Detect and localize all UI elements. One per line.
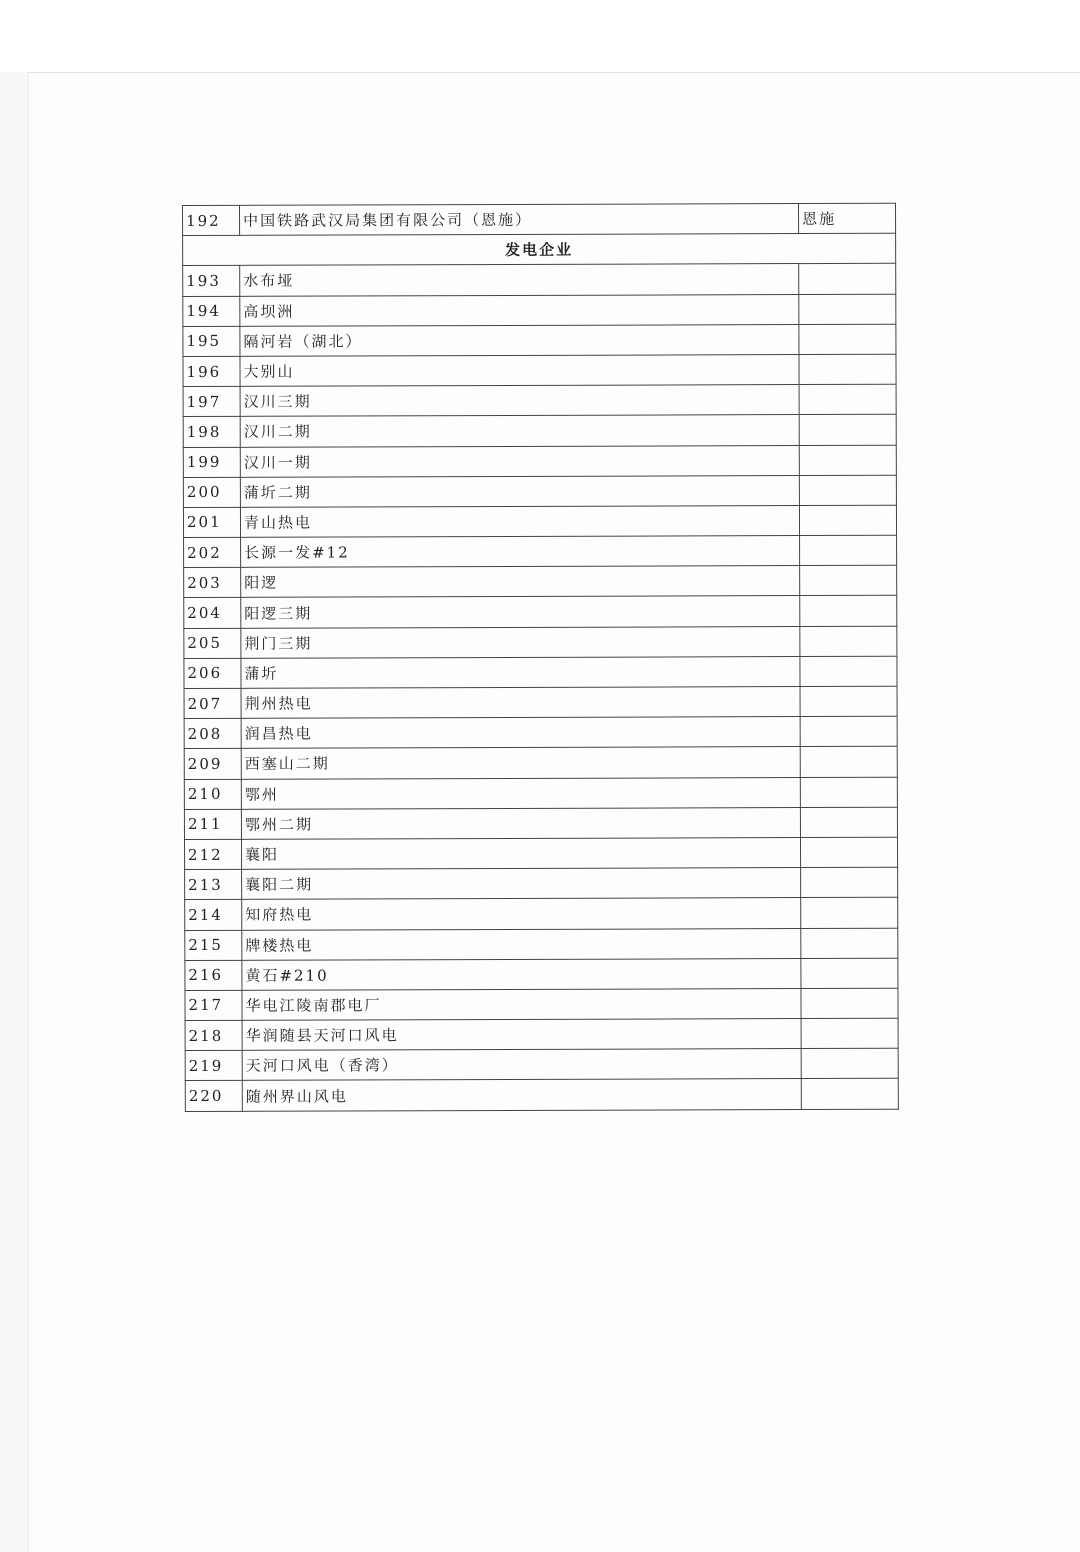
table-row [184, 596, 897, 628]
region-cell [800, 535, 897, 565]
row-number: 194 [183, 296, 240, 326]
enterprise-name: 大别山 [240, 354, 799, 386]
row-number: 220 [185, 1081, 242, 1111]
region-cell [800, 626, 897, 656]
region-cell [801, 867, 898, 897]
table-row [185, 1079, 898, 1111]
region-cell: 恩施 [798, 203, 895, 233]
row-number: 198 [183, 417, 240, 447]
row-number: 213 [185, 869, 242, 899]
region-cell [799, 415, 896, 445]
table-row [184, 566, 897, 598]
enterprise-name: 青山热电 [240, 505, 799, 537]
table-row [184, 626, 897, 658]
table-row [183, 294, 896, 326]
region-cell [801, 1018, 898, 1048]
table-row [183, 264, 896, 296]
table-row [183, 505, 896, 537]
region-cell [800, 837, 897, 867]
scan-background-top [0, 0, 1080, 72]
enterprise-name: 知府热电 [242, 898, 801, 930]
table-row [185, 988, 898, 1020]
table-row [184, 716, 897, 748]
region-cell [800, 686, 897, 716]
row-number: 199 [183, 447, 240, 477]
row-number: 216 [185, 960, 242, 990]
region-cell [800, 747, 897, 777]
region-cell [799, 354, 896, 384]
row-number: 206 [184, 658, 241, 688]
row-number: 209 [184, 749, 241, 779]
enterprise-name: 鄂州二期 [241, 807, 800, 839]
row-number: 210 [184, 779, 241, 809]
table-row [184, 656, 897, 688]
enterprise-name: 长源一发#12 [241, 536, 800, 568]
enterprise-name: 荆门三期 [241, 626, 800, 658]
enterprise-name: 蒲圻二期 [240, 475, 799, 507]
enterprise-name: 天河口风电（香湾） [242, 1049, 801, 1081]
enterprise-name: 汉川一期 [240, 445, 799, 477]
table-row [185, 867, 898, 899]
enterprise-name: 牌楼热电 [242, 928, 801, 960]
table-row [183, 445, 896, 477]
table-body [183, 203, 899, 1111]
enterprise-name: 荆州热电 [241, 687, 800, 719]
region-cell [800, 596, 897, 626]
row-number: 201 [183, 507, 240, 537]
table-row [183, 354, 896, 386]
region-cell [800, 566, 897, 596]
table-row [184, 837, 897, 869]
enterprise-name: 西塞山二期 [241, 747, 800, 779]
region-cell [799, 324, 896, 354]
table-row [184, 535, 897, 567]
table-row [184, 777, 897, 809]
enterprise-name: 襄阳二期 [242, 868, 801, 900]
row-number: 196 [183, 356, 240, 386]
region-cell [800, 807, 897, 837]
region-cell [801, 1079, 898, 1109]
row-number: 204 [184, 598, 241, 628]
table-row [183, 415, 896, 447]
region-cell [800, 656, 897, 686]
table-row-first [183, 203, 896, 235]
row-number: 192 [183, 205, 240, 235]
table-row [185, 958, 898, 990]
region-cell [799, 384, 896, 414]
enterprise-name: 水布垭 [240, 264, 799, 296]
table-row [184, 807, 897, 839]
region-cell [800, 777, 897, 807]
region-cell [799, 294, 896, 324]
row-number: 208 [184, 719, 241, 749]
row-number: 207 [184, 688, 241, 718]
region-cell [801, 988, 898, 1018]
region-cell [799, 264, 896, 294]
enterprise-name: 阳逻三期 [241, 596, 800, 628]
table-row [183, 384, 896, 416]
row-number: 203 [184, 568, 241, 598]
section-header-row [183, 233, 896, 265]
row-number: 197 [183, 386, 240, 416]
region-cell [801, 928, 898, 958]
row-number: 212 [184, 839, 241, 869]
enterprise-name: 襄阳 [241, 837, 800, 869]
section-title: 发电企业 [183, 233, 896, 265]
row-number: 215 [185, 930, 242, 960]
enterprise-name: 华润随县天河口风电 [242, 1019, 801, 1051]
row-number: 205 [184, 628, 241, 658]
region-cell [801, 958, 898, 988]
table-row [185, 1018, 898, 1050]
row-number: 211 [184, 809, 241, 839]
row-number: 200 [183, 477, 240, 507]
row-number: 195 [183, 326, 240, 356]
row-number: 202 [184, 537, 241, 567]
row-number: 219 [185, 1051, 242, 1081]
enterprise-name: 汉川三期 [240, 385, 799, 417]
region-cell [800, 716, 897, 746]
region-cell [801, 898, 898, 928]
enterprise-name: 隔河岩（湖北） [240, 324, 799, 356]
row-number: 214 [185, 900, 242, 930]
region-cell [799, 445, 896, 475]
region-cell [801, 1049, 898, 1079]
region-cell [799, 505, 896, 535]
row-number: 217 [185, 990, 242, 1020]
row-number: 218 [185, 1020, 242, 1050]
table-row [185, 898, 898, 930]
table-row [183, 324, 896, 356]
enterprise-name: 汉川二期 [240, 415, 799, 447]
region-cell [799, 475, 896, 505]
enterprise-name: 阳逻 [241, 566, 800, 598]
table-row [185, 1049, 898, 1081]
enterprise-name: 高坝洲 [240, 294, 799, 326]
enterprise-name: 黄石#210 [242, 958, 801, 990]
table-row [183, 475, 896, 507]
enterprise-name: 华电江陵南郡电厂 [242, 988, 801, 1020]
table-row [185, 928, 898, 960]
row-number: 193 [183, 266, 240, 296]
enterprise-name: 鄂州 [241, 777, 800, 809]
enterprise-name: 随州界山风电 [242, 1079, 801, 1111]
table-row [184, 686, 897, 718]
table-row [184, 747, 897, 779]
enterprise-name: 中国铁路武汉局集团有限公司（恩施） [240, 204, 799, 236]
enterprise-name: 润昌热电 [241, 717, 800, 749]
enterprise-table [182, 203, 899, 1112]
enterprise-name: 蒲圻 [241, 656, 800, 688]
